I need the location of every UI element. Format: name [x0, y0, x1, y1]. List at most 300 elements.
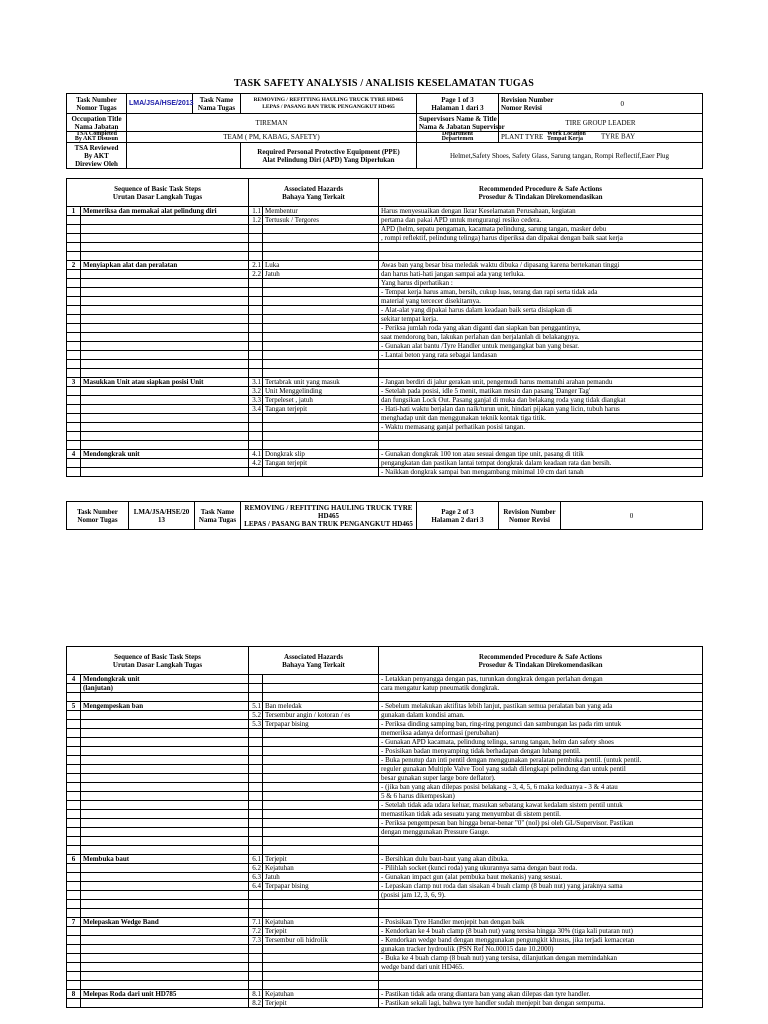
step-number: [67, 225, 81, 234]
hazard-number: 5.2: [249, 711, 263, 720]
step-text: [81, 423, 249, 432]
action-text: - Hati-hati waktu berjalan dan naik/turun unit, hindari pijakan yang licin, tubuh harus: [379, 405, 703, 414]
step-number: [67, 297, 81, 306]
hazard-text: [263, 243, 379, 252]
step-text: [81, 216, 249, 225]
hazard-text: [263, 900, 379, 909]
table-row: [67, 270, 703, 279]
hazard-number: [249, 243, 263, 252]
action-text: dan fungsikan Lock Out. Pasang ganjal di muka dan belakang roda yang tidak diangkat: [379, 396, 703, 405]
action-text: dengan menggunakan Pressure Gauge.: [379, 828, 703, 837]
action-text: - Setelah pada posisi, idle 5 menit, matikan mesin dan pasang 'Danger Tag': [379, 387, 703, 396]
hazard-number: [249, 693, 263, 702]
action-text: - Tempat kerja harus aman, bersih, cukup luas, terang dan rapi serta tidak ada: [379, 288, 703, 297]
step-text: [81, 729, 249, 738]
department-value: PLANT TYRE: [501, 132, 544, 141]
hazard-number: [249, 945, 263, 954]
hazard-text: [263, 756, 379, 765]
step-number: [67, 360, 81, 369]
hazard-number: 3.2: [249, 387, 263, 396]
action-text: - Alat-alat yang dipakai harus dalam keadaan baik serta disiapkan di: [379, 306, 703, 315]
table-row: [67, 414, 703, 423]
hazard-text: [263, 225, 379, 234]
table-row: [67, 927, 703, 936]
hazard-text: Kejatuhan: [263, 918, 379, 927]
ppe-value: Helmet,Safety Shoes, Safety Glass, Sarung tangan, Rompi Reflectif,Eaer Plug: [417, 143, 703, 169]
hazard-number: 3.4: [249, 405, 263, 414]
table-row: [67, 288, 703, 297]
table-row: [67, 234, 703, 243]
hazard-text: Terpapar bising: [263, 882, 379, 891]
hazard-number: [249, 225, 263, 234]
hazard-text: [263, 972, 379, 981]
step-text: [81, 927, 249, 936]
work-location-value: TYRE BAY: [601, 132, 636, 141]
step-text: Melepas Roda dari unit HD785: [81, 990, 249, 999]
step-number: [67, 423, 81, 432]
hazard-number: [249, 324, 263, 333]
hazard-text: [263, 288, 379, 297]
table-row: [67, 693, 703, 702]
step-text: [81, 306, 249, 315]
action-text: 5 & 6 harus dikempeskan): [379, 792, 703, 801]
action-text: material yang tercecer disekitarnya.: [379, 297, 703, 306]
step-text: [81, 297, 249, 306]
hazard-number: [249, 441, 263, 450]
step-number: [67, 243, 81, 252]
step-number: [67, 387, 81, 396]
table-row: [67, 216, 703, 225]
hazard-text: [263, 468, 379, 477]
step-text: [81, 234, 249, 243]
action-text: [379, 909, 703, 918]
action-text: - Kendorkan ke 4 buah clamp (8 buah nut) yang tersisa hingga 30% (tiga kali putaran nut): [379, 927, 703, 936]
table-row: [67, 882, 703, 891]
hazard-text: [263, 315, 379, 324]
hazard-number: [249, 738, 263, 747]
table-row: [67, 387, 703, 396]
hazard-text: Tangan terjepit: [263, 405, 379, 414]
hazard-text: [263, 252, 379, 261]
step-text: (lanjutan): [81, 684, 249, 693]
hazard-text: Luka: [263, 261, 379, 270]
hazard-number: [249, 342, 263, 351]
hazard-number: [249, 828, 263, 837]
hazard-number: [249, 468, 263, 477]
step-number: [67, 828, 81, 837]
step-number: 4: [67, 675, 81, 684]
step-text: [81, 270, 249, 279]
step-number: [67, 846, 81, 855]
action-text: - Buka ke 4 buah clamp (8 buah nut) yang tersisa, dilanjutkan dengan memindahkan: [379, 954, 703, 963]
table-row: [67, 225, 703, 234]
action-text: - Gunakan APD kacamata, pelindung telinga, sarung tangan, helm dan safety shoes: [379, 738, 703, 747]
step-text: [81, 936, 249, 945]
col-actions-header-p2: Recommended Procedure & Safe Actions Prosedur & Tindakan Direkomendasikan: [379, 647, 703, 675]
hazard-number: 2.1: [249, 261, 263, 270]
step-number: [67, 720, 81, 729]
hazard-text: [263, 783, 379, 792]
step-text: [81, 387, 249, 396]
action-text: wedge band dari unit HD465.: [379, 963, 703, 972]
step-text: [81, 837, 249, 846]
table-row: [67, 432, 703, 441]
action-text: - Sebelum melakukan aktifitas lebih lanjut, pastikan semua peralatan ban yang ada: [379, 702, 703, 711]
table-row: [67, 990, 703, 999]
step-text: Mendongkrak unit: [81, 450, 249, 459]
action-text: - Pilihlah socket (kunci roda) yang ukurannya sama dengan baut roda.: [379, 864, 703, 873]
table-row: [67, 855, 703, 864]
step-number: [67, 945, 81, 954]
step-number: 2: [67, 261, 81, 270]
step-text: [81, 738, 249, 747]
step-text: [81, 279, 249, 288]
hazard-text: [263, 306, 379, 315]
table-row: [67, 972, 703, 981]
action-text: - Posisikan badan menyamping tidak berhadapan dengan lubang pentil.: [379, 747, 703, 756]
table-row: [67, 846, 703, 855]
step-number: [67, 837, 81, 846]
step-number: [67, 351, 81, 360]
step-number: 5: [67, 702, 81, 711]
hazard-text: [263, 747, 379, 756]
table-row: [67, 450, 703, 459]
table-row: [67, 999, 703, 1008]
step-text: [81, 441, 249, 450]
reviewed-by-label: TSA Reviewed By AKT Direview Oleh: [67, 143, 127, 169]
hazard-number: [249, 684, 263, 693]
hazard-text: Tersembur oli hidrolik: [263, 936, 379, 945]
step-text: [81, 882, 249, 891]
action-text: [379, 846, 703, 855]
hazard-text: [263, 837, 379, 846]
step-text: [81, 252, 249, 261]
hazard-number: [249, 846, 263, 855]
action-text: Awas ban yang besar bisa meledak waktu dibuka / dipasang karena bertekanan tinggi: [379, 261, 703, 270]
task-name-label-p2: Task Name Nama Tugas: [195, 502, 241, 530]
step-text: Melepaskan Wedge Band: [81, 918, 249, 927]
hazard-number: 2.2: [249, 270, 263, 279]
revision-label: Revision Number Nomor Revisi: [499, 94, 543, 114]
page2-header-table: [66, 501, 703, 530]
hazard-number: 7.3: [249, 936, 263, 945]
hazard-number: 4.1: [249, 450, 263, 459]
department-location: [499, 132, 703, 143]
table-row: [67, 468, 703, 477]
step-number: [67, 819, 81, 828]
col-steps-header-p2: Sequence of Basic Task Steps Urutan Dasar Langkah Tugas: [67, 647, 249, 675]
hazard-number: [249, 963, 263, 972]
step-text: [81, 747, 249, 756]
hazard-number: 4.2: [249, 459, 263, 468]
step-text: [81, 351, 249, 360]
task-name-label: Task Name Nama Tugas: [193, 94, 241, 114]
step-text: [81, 828, 249, 837]
step-number: [67, 459, 81, 468]
table-row: [67, 261, 703, 270]
action-text: [379, 693, 703, 702]
col-steps-header: Sequence of Basic Task Steps Urutan Dasar Langkah Tugas: [67, 179, 249, 207]
hazard-number: 1.1: [249, 207, 263, 216]
table-row: [67, 864, 703, 873]
revision-value: 0: [543, 94, 703, 114]
step-number: [67, 216, 81, 225]
table-row: [67, 684, 703, 693]
hazard-text: Kejatuhan: [263, 990, 379, 999]
hazard-number: [249, 729, 263, 738]
action-text: - Posisikan Tyre Handler menjepit ban dengan baik: [379, 918, 703, 927]
action-text: [379, 837, 703, 846]
hazard-number: 3.1: [249, 378, 263, 387]
table-row: [67, 279, 703, 288]
page1-steps-table: [66, 178, 703, 477]
step-number: 3: [67, 378, 81, 387]
hazard-text: [263, 693, 379, 702]
step-number: [67, 810, 81, 819]
hazard-number: [249, 297, 263, 306]
hazard-text: [263, 774, 379, 783]
table-row: [67, 738, 703, 747]
table-row: [67, 774, 703, 783]
hazard-number: [249, 783, 263, 792]
col-hazards-header: Associated Hazards Bahaya Yang Terkait: [249, 179, 379, 207]
step-text: [81, 774, 249, 783]
hazard-text: Tertabrak unit yang masuk: [263, 378, 379, 387]
hazard-number: 7.1: [249, 918, 263, 927]
step-number: [67, 963, 81, 972]
step-text: [81, 360, 249, 369]
step-number: [67, 999, 81, 1008]
action-text: besar gunakan super large bore deflator).: [379, 774, 703, 783]
page1-header-table: [66, 93, 703, 169]
hazard-number: [249, 909, 263, 918]
step-number: 7: [67, 918, 81, 927]
col-actions-header: Recommended Procedure & Safe Actions Prosedur & Tindakan Direkomendasikan: [379, 179, 703, 207]
hazard-text: Tertusuk / Tergores: [263, 216, 379, 225]
hazard-text: Terjepit: [263, 855, 379, 864]
step-number: [67, 432, 81, 441]
hazard-text: [263, 963, 379, 972]
step-text: [81, 972, 249, 981]
step-number: [67, 909, 81, 918]
hazard-text: [263, 414, 379, 423]
work-location-label: Work Location Tempat Kerja: [547, 131, 586, 142]
step-number: [67, 891, 81, 900]
step-number: [67, 288, 81, 297]
hazard-number: [249, 801, 263, 810]
table-row: [67, 936, 703, 945]
hazard-number: [249, 423, 263, 432]
action-text: pengangkatan dan pastikan lantai tempat dongkrak dalam keadaan rata dan bersih.: [379, 459, 703, 468]
table-row: [67, 891, 703, 900]
step-text: [81, 414, 249, 423]
completed-by-label: TSA Completed By AKT Disusun: [67, 132, 127, 143]
table-row: [67, 837, 703, 846]
hazard-text: [263, 810, 379, 819]
step-text: [81, 963, 249, 972]
action-text: - Bersihkan dulu baut-baut yang akan dibuka.: [379, 855, 703, 864]
hazard-number: 8.1: [249, 990, 263, 999]
table-row: [67, 765, 703, 774]
step-text: [81, 981, 249, 990]
task-number-value-p2: LMA/JSA/HSE/20 13: [129, 502, 195, 530]
table-row: [67, 828, 703, 837]
table-row: [67, 819, 703, 828]
step-number: [67, 936, 81, 945]
hazard-number: [249, 252, 263, 261]
hazard-text: [263, 423, 379, 432]
action-text: - Jangan berdiri di jalur gerakan unit, pengemudi harus mematuhi arahan pemandu: [379, 378, 703, 387]
hazard-text: Ban meledak: [263, 702, 379, 711]
action-text: - Pastikan tidak ada orang diantara ban yang akan dilepas dan tyre handler.: [379, 990, 703, 999]
step-text: [81, 819, 249, 828]
step-text: Membuka baut: [81, 855, 249, 864]
step-text: [81, 891, 249, 900]
action-text: saat mendorong ban, lakukan perlahan dan berjalanlah di belakangnya.: [379, 333, 703, 342]
step-text: [81, 243, 249, 252]
step-text: [81, 432, 249, 441]
table-row: [67, 810, 703, 819]
hazard-number: [249, 954, 263, 963]
hazard-number: 5.1: [249, 702, 263, 711]
hazard-number: [249, 288, 263, 297]
hazard-number: 8.2: [249, 999, 263, 1008]
step-text: [81, 720, 249, 729]
table-row: [67, 369, 703, 378]
document-title: TASK SAFETY ANALYSIS / ANALISIS KESELAMATAN TUGAS: [233, 78, 535, 89]
step-number: [67, 414, 81, 423]
step-text: [81, 792, 249, 801]
table-row: [67, 333, 703, 342]
step-text: Menyiapkan alat dan peralatan: [81, 261, 249, 270]
table-row: [67, 441, 703, 450]
table-row: [67, 900, 703, 909]
action-text: - Gunakan impact gun (alat pembuka baut mekanis) yang sesuai.: [379, 873, 703, 882]
table-row: [67, 243, 703, 252]
table-row: [67, 360, 703, 369]
action-text: - Gunakan dongkrak 100 ton atau sesuai dengan tipe unit, pasang di titik: [379, 450, 703, 459]
action-text: [379, 441, 703, 450]
hazard-number: [249, 747, 263, 756]
hazard-text: [263, 369, 379, 378]
action-text: APD (helm, sepatu pengaman, kacamata pelindung, sarung tangan, masker debu: [379, 225, 703, 234]
table-row: [67, 405, 703, 414]
hazard-number: 3.3: [249, 396, 263, 405]
step-number: [67, 279, 81, 288]
hazard-text: [263, 675, 379, 684]
col-hazards-header-p2: Associated Hazards Bahaya Yang Terkait: [249, 647, 379, 675]
step-number: 8: [67, 990, 81, 999]
task-number-value: LMA/JSA/HSE/2013: [127, 94, 193, 114]
hazard-text: [263, 738, 379, 747]
hazard-text: Kejatuhan: [263, 864, 379, 873]
table-row: [67, 315, 703, 324]
action-text: reguler gunakan Multiple Valve Tool yang sudah dilengkapi pelindung dan untuk pentil: [379, 765, 703, 774]
table-row: [67, 459, 703, 468]
step-number: [67, 342, 81, 351]
hazard-text: Jatuh: [263, 270, 379, 279]
action-text: - (jika ban yang akan dilepas posisi belakang - 3, 4, 5, 6 maka keduanya - 3 & 4 atau: [379, 783, 703, 792]
step-number: [67, 792, 81, 801]
action-text: - Lepaskan clamp nut roda dan sisakan 4 buah clamp (8 buah nut) yang jaraknya sama: [379, 882, 703, 891]
step-text: [81, 873, 249, 882]
hazard-text: [263, 684, 379, 693]
hazard-number: [249, 351, 263, 360]
hazard-text: Terpapar bising: [263, 720, 379, 729]
step-text: [81, 225, 249, 234]
hazard-number: [249, 315, 263, 324]
step-number: [67, 747, 81, 756]
table-row: [67, 873, 703, 882]
hazard-number: [249, 306, 263, 315]
action-text: sekitar tempat kerja.: [379, 315, 703, 324]
step-text: [81, 396, 249, 405]
step-number: [67, 711, 81, 720]
action-text: gunakan tracker hydroulik (PSN Ref No.00015 date 10.2000): [379, 945, 703, 954]
hazard-number: [249, 333, 263, 342]
step-text: [81, 693, 249, 702]
action-text: [379, 243, 703, 252]
supervisor-value: TIRE GROUP LEADER: [499, 114, 703, 132]
hazard-text: [263, 819, 379, 828]
action-text: menghadap unit dan menggunakan teknik kontak tiga titik.: [379, 414, 703, 423]
action-text: - Lantai beton yang rata sebagai landasan: [379, 351, 703, 360]
step-number: [67, 900, 81, 909]
hazard-text: [263, 909, 379, 918]
hazard-text: [263, 954, 379, 963]
hazard-text: [263, 297, 379, 306]
step-number: [67, 972, 81, 981]
action-text: - Periksa pengempesan ban hingga benar-benar "0" (nol) psi oleh GL/Supervisor. Pastikan: [379, 819, 703, 828]
table-row: [67, 324, 703, 333]
hazard-text: [263, 828, 379, 837]
hazard-text: [263, 846, 379, 855]
task-name-value: REMOVING / REFITTING HAULING TRUCK TYRE HD465 LEPAS / PASANG BAN TRUK PENGANGKUT HD465: [241, 94, 417, 114]
hazard-number: [249, 981, 263, 990]
step-text: [81, 909, 249, 918]
action-text: [379, 432, 703, 441]
hazard-number: [249, 765, 263, 774]
completed-by-value: TEAM ( PM, KABAG, SAFETY): [127, 132, 417, 143]
hazard-number: [249, 234, 263, 243]
hazard-text: [263, 441, 379, 450]
hazard-number: [249, 414, 263, 423]
table-row: [67, 297, 703, 306]
hazard-text: Dongkrak slip: [263, 450, 379, 459]
hazard-number: 6.1: [249, 855, 263, 864]
hazard-number: [249, 369, 263, 378]
step-number: [67, 774, 81, 783]
step-text: Masukkan Unit atau siapkan posisi Unit: [81, 378, 249, 387]
hazard-text: [263, 279, 379, 288]
table-row: [67, 252, 703, 261]
occupation-label: Occupation Title Nama Jabatan: [67, 114, 127, 132]
hazard-number: 5.3: [249, 720, 263, 729]
hazard-number: [249, 819, 263, 828]
hazard-text: [263, 981, 379, 990]
step-number: [67, 333, 81, 342]
step-number: 1: [67, 207, 81, 216]
hazard-text: Unit Menggelinding: [263, 387, 379, 396]
table-row: [67, 729, 703, 738]
step-number: [67, 441, 81, 450]
table-row: [67, 918, 703, 927]
action-text: - Pastikan sekali lagi, bahwa tyre handler sudah menjepit ban dengan sempurna.: [379, 999, 703, 1008]
step-text: Memeriksa dan memakai alat pelindung diri: [81, 207, 249, 216]
step-text: [81, 765, 249, 774]
hazard-number: [249, 675, 263, 684]
step-text: [81, 288, 249, 297]
